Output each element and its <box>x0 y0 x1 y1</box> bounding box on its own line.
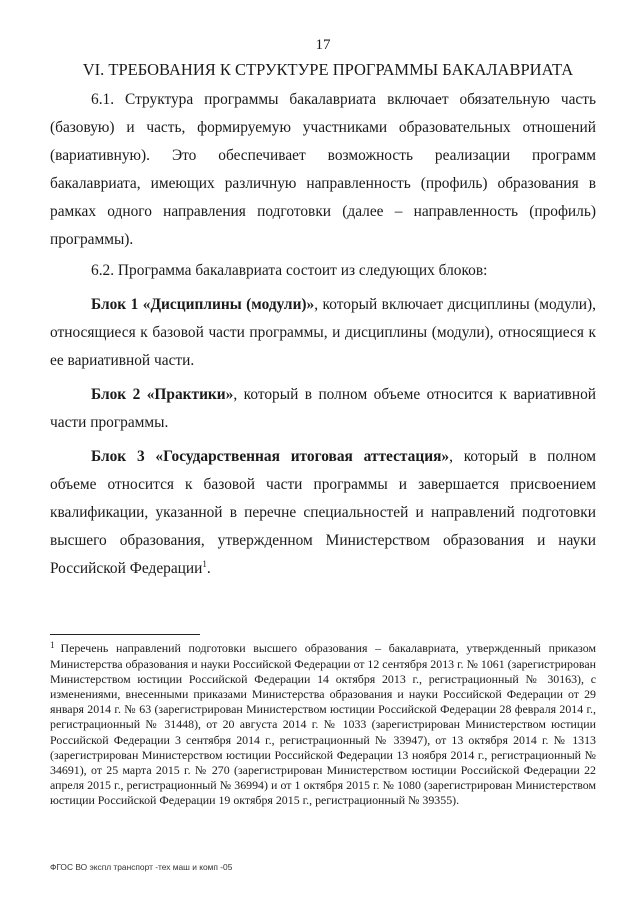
body-text <box>50 86 596 583</box>
block-2-text: , который в полном объеме относится к вариативной части программы. <box>50 386 596 431</box>
paragraph-6-1: 6.1. Структура программы бакалавриата включает обязательную часть (базовую) и часть, формируемую участниками образовательных отношений (вариативную). Это обеспечивает возможность реализации программ бакалавриата, имеющих различную направленность (профиль) образования в рамках одного направления подготовки (далее – направленность (профиль) программы). <box>50 91 596 248</box>
block-1-name: Блок 1 «Дисциплины (модули)» <box>91 296 315 313</box>
block-2-paragraph <box>50 381 596 437</box>
block-3-tail: . <box>206 560 211 577</box>
footnote <box>50 641 596 808</box>
footnote-reference[interactable]: 1 <box>202 558 207 569</box>
block-3-paragraph <box>50 443 596 583</box>
block-2-name: Блок 2 «Практики» <box>91 386 234 403</box>
footnote-divider <box>50 634 200 635</box>
paragraph-6-2: 6.2. Программа бакалавриата состоит из следующих блоков: <box>91 262 488 279</box>
footnote-text: Перечень направлений подготовки высшего образования – бакалавриата, утвержденный приказом Министерства образования и науки Российской Федерации от 12 сентября 2013 г. № 1061 (зарегистрирован Министерством юстиции Российской Федерации 14 октября 2013 г., регистрационный № 30163), с изменениями, внесенными приказами Министерства образования и науки Российской Федерации от 29 января 2014 г. № 63 (зарегистрирован Министерством юстиции Российской Федерации 28 февраля 2014 г., регистрационный № 31448), от 20 августа 2014 г. № 1033 (зарегистрирован Министерством юстиции Российской Федерации 3 сентября 2014 г., регистрационный № 33947), от 13 октября 2014 г. № 1313 (зарегистрирован Министерством юстиции Российской Федерации 13 ноября 2014 г., регистрационный № 34691), от 25 марта 2015 г. № 270 (зарегистрирован Министерством юстиции Российской Федерации 22 апреля 2015 г., регистрационный № 36994) и от 1 октября 2015 г. № 1080 (зарегистрирован Министерством юстиции Российской Федерации 19 октября 2015 г., регистрационный № 39355). <box>50 641 596 807</box>
block-3-name: Блок 3 «Государственная итоговая аттестация» <box>91 448 450 465</box>
block-3-text: , который в полном объеме относится к базовой части программы и завершается присвоением квалификации, указанной в перечне специальностей и направлений подготовки высшего образования, утвержденном Министерством образования и науки Российской Федерации <box>50 448 596 577</box>
block-1-text: , который включает дисциплины (модули), относящиеся к базовой части программы, и дисциплины (модули), относящиеся к ее вариативной части. <box>50 296 596 369</box>
section-title: VI. ТРЕБОВАНИЯ К СТРУКТУРЕ ПРОГРАММЫ БАКАЛАВРИАТА <box>82 60 574 79</box>
page-number: 17 <box>315 37 331 53</box>
footer-code: ФГОС ВО экспл транспорт -тех маш и комп -05 <box>50 862 233 872</box>
block-1-paragraph <box>50 291 596 375</box>
footnote-mark: 1 <box>50 640 55 650</box>
